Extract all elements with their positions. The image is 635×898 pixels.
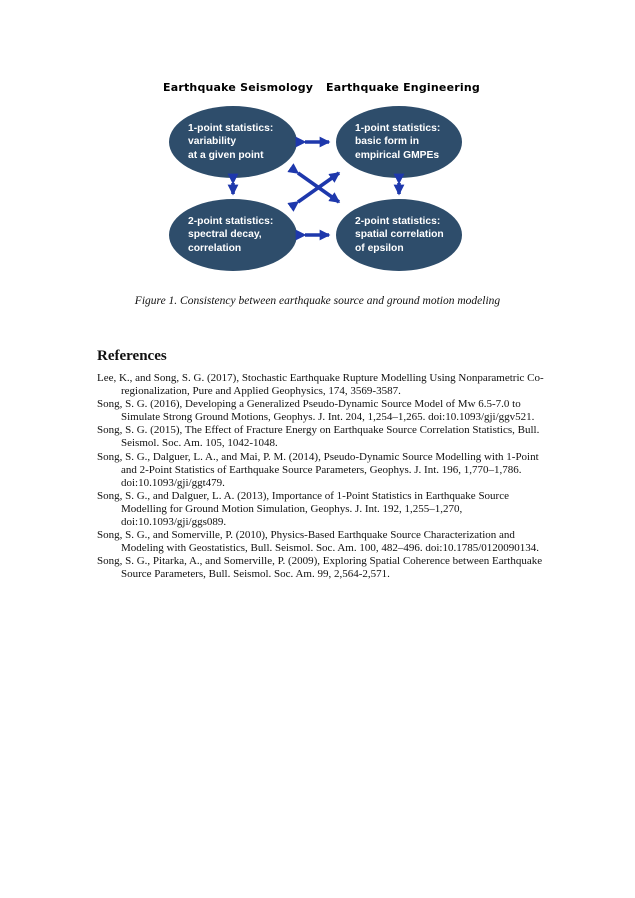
- reference-entry: Song, S. G., and Dalguer, L. A. (2013), Importance of 1-Point Statistics in Earthquake Source Modelling for Ground Motion Simulation, Geophys. J. Int. 192, 1,255–1,270, doi:10.1093/gji/ggs089.: [97, 489, 509, 529]
- node-text-line: 1-point statistics:: [355, 122, 441, 134]
- node-text-line: basic form in: [355, 136, 420, 148]
- node-text-line: correlation: [188, 242, 242, 254]
- figure-caption: Figure 1. Consistency between earthquake source and ground motion modeling: [134, 295, 501, 307]
- arrows-layer: [165, 80, 480, 285]
- node-text-line: empirical GMPEs: [355, 149, 440, 161]
- reference-entry: Lee, K., and Song, S. G. (2017), Stochastic Earthquake Rupture Modelling Using Nonparametric Co-regionalization, Pure and Applied Geophysics, 174, 3569-3587.: [97, 372, 544, 398]
- references-heading: References: [97, 348, 167, 364]
- figure-column-header-engineering: Earthquake Engineering: [326, 81, 480, 94]
- reference-entry: Song, S. G. (2016), Developing a Generalized Pseudo-Dynamic Source Model of Mw 6.5-7.0 to Simulate Strong Ground Motions, Geophys. J. Int. 204, 1,254–1,265. doi:10.1093/gji/ggv521.: [97, 398, 535, 424]
- references-section: [97, 348, 552, 582]
- node-text-line: of epsilon: [355, 242, 404, 254]
- node-text-line: at a given point: [188, 149, 264, 161]
- node-text-line: variability: [188, 136, 237, 148]
- reference-entry: Song, S. G., and Somerville, P. (2010), Physics-Based Earthquake Source Characterization and Modeling with Geostatistics, Bull. Seismol. Soc. Am. 100, 482–496. doi:10.1785/0120090134.: [97, 529, 540, 555]
- reference-entry: Song, S. G., Dalguer, L. A., and Mai, P. M. (2014), Pseudo-Dynamic Source Modelling with 1-Point and 2-Point Statistics of Earthquake Source Parameters, Geophys. J. Int. 196, 1,770–1,786. doi:10.1093/gji/ggt479.: [97, 450, 539, 489]
- node-text-line: spatial correlation: [355, 229, 444, 241]
- node-text-line: 2-point statistics:: [188, 215, 274, 227]
- node-text-line: 2-point statistics:: [355, 215, 441, 227]
- node-text-line: 1-point statistics:: [188, 122, 274, 134]
- reference-entry: Song, S. G. (2015), The Effect of Fracture Energy on Earthquake Source Correlation Statistics, Bull. Seismol. Soc. Am. 105, 1042-1048.: [97, 424, 540, 450]
- reference-entry: Song, S. G., Pitarka, A., and Somerville, P. (2009), Exploring Spatial Coherence between Earthquake Source Parameters, Bull. Seismol. Soc. Am. 99, 2,564-2,571.: [97, 555, 543, 581]
- node-text-line: spectral decay,: [188, 229, 262, 241]
- figure-diagram: [163, 80, 480, 285]
- figure-column-header-seismology: Earthquake Seismology: [163, 81, 314, 94]
